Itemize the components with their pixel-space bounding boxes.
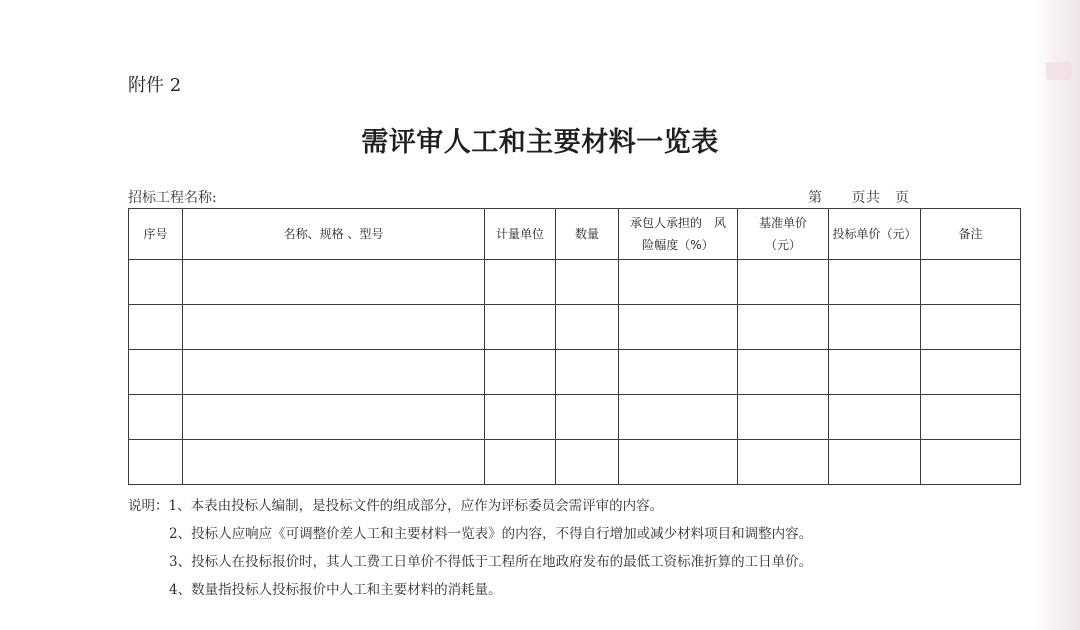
table-cell xyxy=(619,395,738,440)
attachment-label: 附件 2 xyxy=(128,75,182,96)
note-line-1: 说明：1、本表由投标人编制，是投标文件的组成部分，应作为评标委员会需评审的内容。 xyxy=(128,498,664,514)
table-cell xyxy=(556,305,619,350)
project-name-label: 招标工程名称: xyxy=(128,190,217,206)
table-cell xyxy=(556,440,619,485)
table-cell xyxy=(829,395,921,440)
document-title: 需评审人工和主要材料一览表 xyxy=(361,127,719,158)
table-cell xyxy=(129,440,183,485)
table-cell xyxy=(485,350,556,395)
materials-table xyxy=(128,208,1021,485)
table-cell xyxy=(829,350,921,395)
table-cell xyxy=(738,350,829,395)
page-edge-mark xyxy=(1046,62,1072,80)
note-line-4: 4、数量指投标人投标报价中人工和主要材料的消耗量。 xyxy=(169,582,502,598)
table-cell xyxy=(485,440,556,485)
table-cell xyxy=(183,395,485,440)
table-cell xyxy=(738,305,829,350)
page-number-label: 第 页共 页 xyxy=(808,190,910,206)
table-cell xyxy=(738,395,829,440)
table-row xyxy=(129,305,1021,350)
table-cell xyxy=(921,395,1021,440)
table-cell xyxy=(619,350,738,395)
column-header-unit: 计量单位 xyxy=(485,209,556,260)
table-header-row xyxy=(129,209,1021,260)
table-cell xyxy=(619,305,738,350)
table-cell xyxy=(829,440,921,485)
table-cell xyxy=(921,260,1021,305)
table-cell xyxy=(738,260,829,305)
note-line-2: 2、投标人应响应《可调整价差人工和主要材料一览表》的内容，不得自行增加或减少材料项目和调整内容。 xyxy=(169,526,813,542)
table-row xyxy=(129,350,1021,395)
table-cell xyxy=(921,305,1021,350)
table-cell xyxy=(183,350,485,395)
column-header-quantity: 数量 xyxy=(556,209,619,260)
table-cell xyxy=(183,440,485,485)
table-cell xyxy=(485,260,556,305)
note-line-3: 3、投标人在投标报价时，其人工费工日单价不得低于工程所在地政府发布的最低工资标准折算的工日单价。 xyxy=(169,554,813,570)
table-cell xyxy=(183,260,485,305)
table-cell xyxy=(129,395,183,440)
column-header-remarks: 备注 xyxy=(921,209,1021,260)
table-cell xyxy=(129,305,183,350)
table-cell xyxy=(129,350,183,395)
column-header-risk-range: 承包人承担的 风险幅度（%） xyxy=(619,209,738,260)
table-cell xyxy=(829,260,921,305)
table-cell xyxy=(619,260,738,305)
table-cell xyxy=(921,350,1021,395)
table-row xyxy=(129,440,1021,485)
table-row xyxy=(129,260,1021,305)
table-cell xyxy=(619,440,738,485)
table-cell xyxy=(829,305,921,350)
column-header-base-price: 基准单价（元） xyxy=(738,209,829,260)
table-cell xyxy=(738,440,829,485)
column-header-bid-price: 投标单价（元） xyxy=(829,209,921,260)
column-header-seq: 序号 xyxy=(129,209,183,260)
table-cell xyxy=(556,260,619,305)
page-edge-shadow xyxy=(1034,0,1080,630)
table-row xyxy=(129,395,1021,440)
table-cell xyxy=(485,395,556,440)
table-cell xyxy=(921,440,1021,485)
table-cell xyxy=(129,260,183,305)
table-cell xyxy=(556,350,619,395)
table-cell xyxy=(556,395,619,440)
table-cell xyxy=(485,305,556,350)
table-cell xyxy=(183,305,485,350)
column-header-name-spec-model: 名称、规格 、型号 xyxy=(183,209,485,260)
